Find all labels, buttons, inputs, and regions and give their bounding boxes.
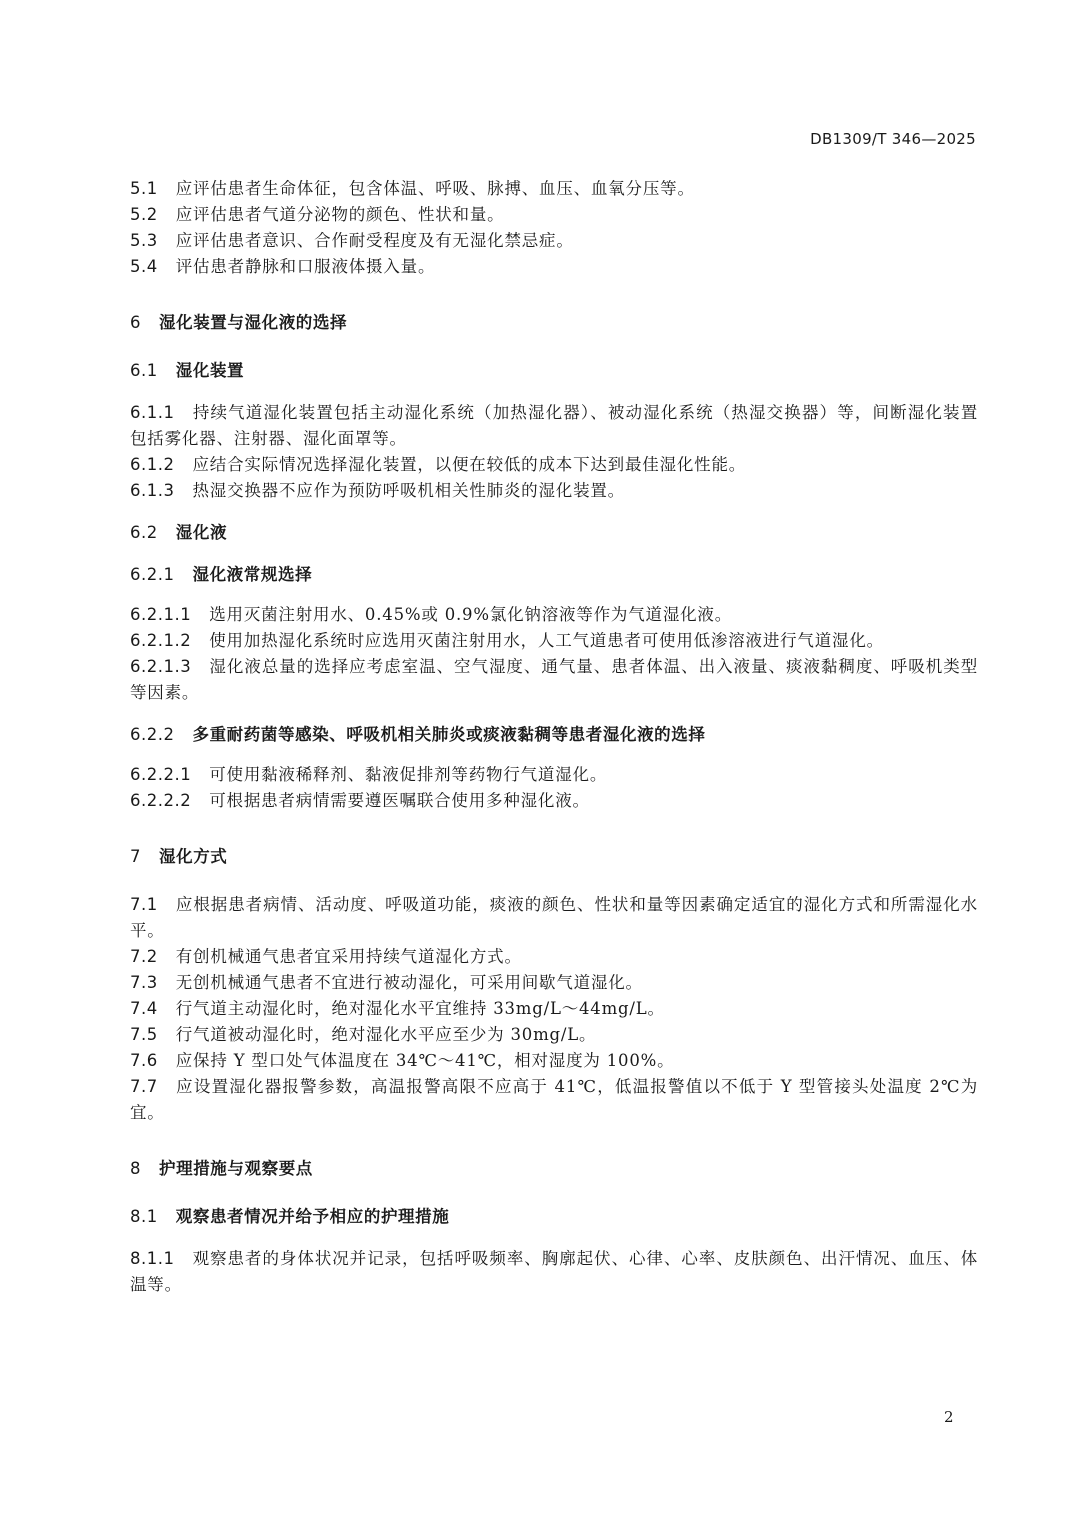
section-title: 湿化装置 <box>175 361 245 380</box>
clause-text: 湿化液总量的选择应考虑室温、空气湿度、通气量、患者体温、出入液量、痰液黏稠度、呼吸机类型等因素。 <box>130 657 978 702</box>
clause-text: 应评估患者生命体征，包含体温、呼吸、脉搏、血压、血氧分压等。 <box>175 179 695 198</box>
clause-text: 可根据患者病情需要遵医嘱联合使用多种湿化液。 <box>209 791 590 810</box>
clause-text: 应评估患者意识、合作耐受程度及有无湿化禁忌症。 <box>175 231 574 250</box>
clause-number: 6.2.2.2 <box>130 791 192 810</box>
clause-text: 应评估患者气道分泌物的颜色、性状和量。 <box>175 205 505 224</box>
clause-number: 5.2 <box>130 205 158 224</box>
clause-text: 使用加热湿化系统时应选用灭菌注射用水，人工气道患者可使用低渗溶液进行气道湿化。 <box>209 631 884 650</box>
section-number: 6.2.1 <box>130 565 175 584</box>
clause-text: 有创机械通气患者宜采用持续气道湿化方式。 <box>175 947 522 966</box>
section-number: 8.1 <box>130 1207 158 1226</box>
section-8-1-heading <box>130 1204 978 1230</box>
clause-text: 选用灭菌注射用水、0.45%或 0.9%氯化钠溶液等作为气道湿化液。 <box>209 605 733 624</box>
clause-5-2 <box>130 202 978 228</box>
clause-6-2-1-1 <box>130 602 978 628</box>
clause-7-5 <box>130 1022 978 1048</box>
clause-6-2-2-1 <box>130 762 978 788</box>
clause-5-3 <box>130 228 978 254</box>
clause-text: 持续气道湿化装置包括主动湿化系统（加热湿化器）、被动湿化系统（热湿交换器）等，间断湿化装置包括雾化器、注射器、湿化面罩等。 <box>130 403 978 448</box>
clause-5-1 <box>130 176 978 202</box>
clause-text: 行气道主动湿化时，绝对湿化水平宜维持 33mg/L～44mg/L。 <box>175 999 665 1018</box>
clause-6-2-1-3 <box>130 654 978 706</box>
clause-text: 观察患者的身体状况并记录，包括呼吸频率、胸廓起伏、心律、心率、皮肤颜色、出汗情况、血压、体温等。 <box>130 1249 978 1294</box>
clause-number: 7.2 <box>130 947 158 966</box>
clause-number: 5.4 <box>130 257 158 276</box>
clause-number: 5.1 <box>130 179 158 198</box>
clause-number: 6.2.2.1 <box>130 765 192 784</box>
clause-7-1 <box>130 892 978 944</box>
section-7-heading <box>130 844 978 870</box>
standard-code: DB1309/T 346—2025 <box>810 130 976 148</box>
clause-7-6 <box>130 1048 978 1074</box>
clause-7-2 <box>130 944 978 970</box>
clause-6-2-2-2 <box>130 788 978 814</box>
clause-number: 7.3 <box>130 973 158 992</box>
clause-text: 应结合实际情况选择湿化装置，以便在较低的成本下达到最佳湿化性能。 <box>192 455 747 474</box>
clause-number: 6.1.2 <box>130 455 175 474</box>
clause-number: 7.1 <box>130 895 158 914</box>
clause-number: 6.2.1.3 <box>130 657 192 676</box>
clause-text: 热湿交换器不应作为预防呼吸机相关性肺炎的湿化装置。 <box>192 481 625 500</box>
clause-text: 无创机械通气患者不宜进行被动湿化，可采用间歇气道湿化。 <box>175 973 643 992</box>
section-6-2-heading <box>130 520 978 546</box>
clause-number: 7.6 <box>130 1051 158 1070</box>
clause-text: 应根据患者病情、活动度、呼吸道功能，痰液的颜色、性状和量等因素确定适宜的湿化方式和所需湿化水平。 <box>130 895 978 940</box>
section-title: 湿化液 <box>175 523 228 542</box>
section-number: 6.1 <box>130 361 158 380</box>
section-6-2-2-heading <box>130 722 978 748</box>
section-6-heading <box>130 310 978 336</box>
clause-number: 6.1.1 <box>130 403 175 422</box>
document-body <box>130 176 978 1298</box>
clause-text: 应设置湿化器报警参数，高温报警高限不应高于 41℃，低温报警值以不低于 Y 型管接头处温度 2℃为宜。 <box>130 1077 978 1122</box>
clause-8-1-1 <box>130 1246 978 1298</box>
section-number: 7 <box>130 847 141 866</box>
section-title: 湿化装置与湿化液的选择 <box>159 313 348 332</box>
clause-7-7 <box>130 1074 978 1126</box>
clause-number: 7.4 <box>130 999 158 1018</box>
section-title: 护理措施与观察要点 <box>159 1159 313 1178</box>
clause-7-3 <box>130 970 978 996</box>
clause-6-1-2 <box>130 452 978 478</box>
clause-number: 8.1.1 <box>130 1249 175 1268</box>
section-number: 6.2 <box>130 523 158 542</box>
clause-text: 可使用黏液稀释剂、黏液促排剂等药物行气道湿化。 <box>209 765 608 784</box>
clause-number: 6.2.1.1 <box>130 605 192 624</box>
section-number: 8 <box>130 1159 141 1178</box>
clause-number: 6.1.3 <box>130 481 175 500</box>
clause-7-4 <box>130 996 978 1022</box>
section-number: 6 <box>130 313 141 332</box>
section-8-heading <box>130 1156 978 1182</box>
clause-text: 评估患者静脉和口服液体摄入量。 <box>175 257 436 276</box>
section-number: 6.2.2 <box>130 725 175 744</box>
clause-number: 6.2.1.2 <box>130 631 192 650</box>
section-6-2-1-heading <box>130 562 978 588</box>
section-title: 观察患者情况并给予相应的护理措施 <box>175 1207 450 1226</box>
clause-6-1-1 <box>130 400 978 452</box>
clause-number: 7.5 <box>130 1025 158 1044</box>
clause-6-2-1-2 <box>130 628 978 654</box>
clause-5-4 <box>130 254 978 280</box>
section-title: 多重耐药菌等感染、呼吸机相关肺炎或痰液黏稠等患者湿化液的选择 <box>192 725 706 744</box>
clause-text: 行气道被动湿化时，绝对湿化水平应至少为 30mg/L。 <box>175 1025 597 1044</box>
section-title: 湿化液常规选择 <box>192 565 313 584</box>
page-number: 2 <box>944 1408 954 1426</box>
clause-number: 5.3 <box>130 231 158 250</box>
clause-text: 应保持 Y 型口处气体温度在 34℃～41℃，相对湿度为 100%。 <box>175 1051 675 1070</box>
section-6-1-heading <box>130 358 978 384</box>
clause-number: 7.7 <box>130 1077 158 1096</box>
section-title: 湿化方式 <box>159 847 228 866</box>
clause-6-1-3 <box>130 478 978 504</box>
